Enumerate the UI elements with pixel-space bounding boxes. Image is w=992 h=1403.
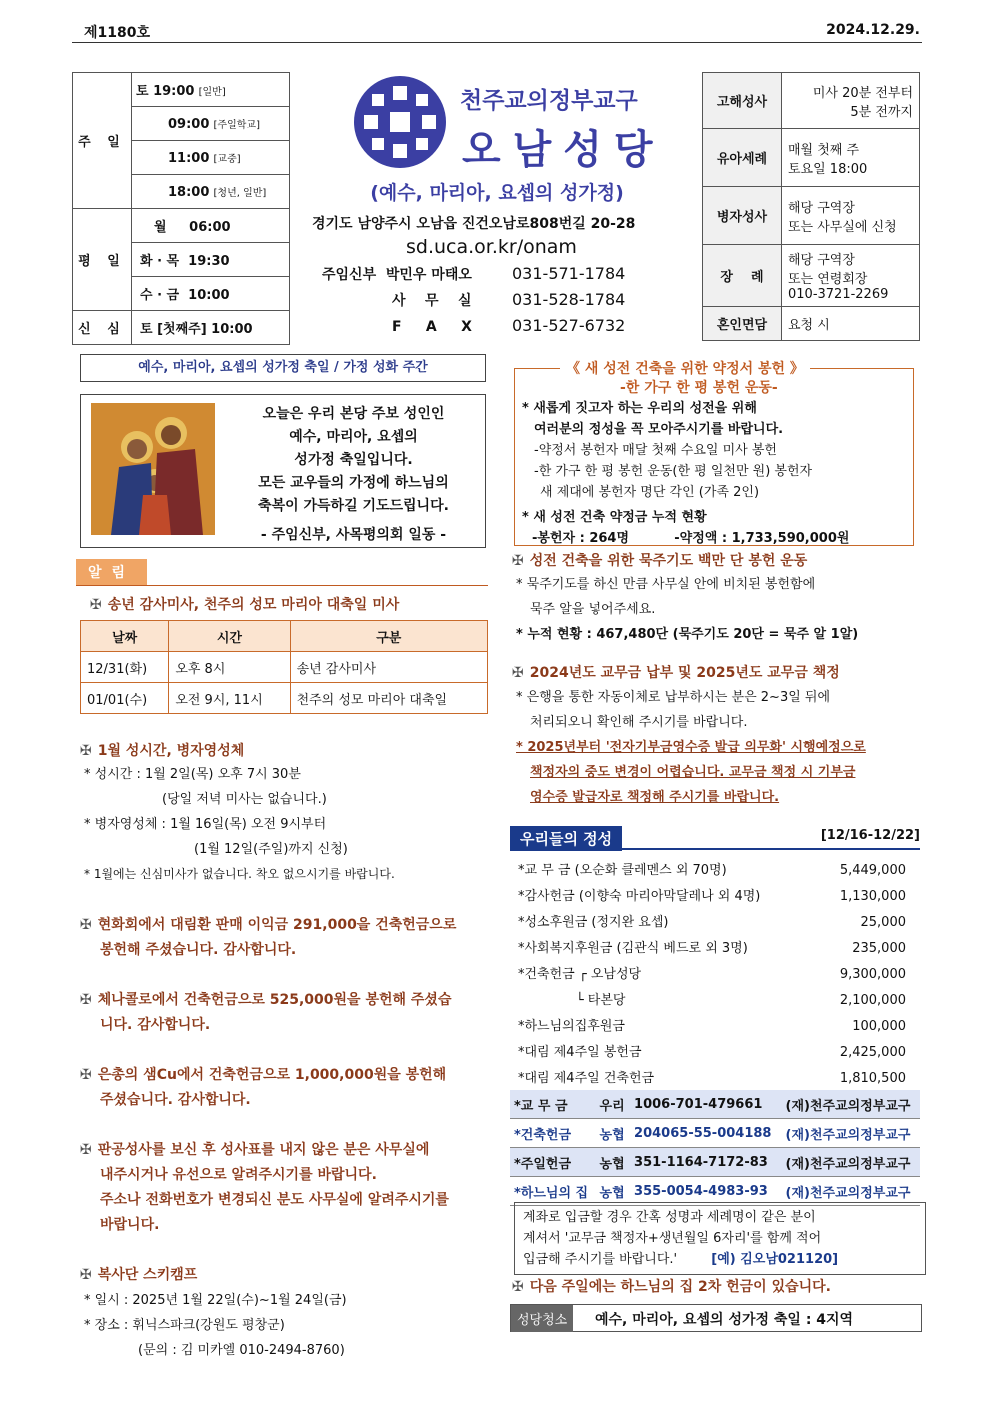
mass-time: 11:00 [교중]: [132, 141, 290, 175]
notice-body: * 일시 : 2025년 1월 22일(수)~1월 24일(금) * 장소 : 휘닉스파크(강원도 평창군) (문의 : 김 미카엘 010-2494-8760): [84, 1293, 347, 1358]
offering-row: *대림 제4주일 건축헌금 1,810,500: [518, 1071, 906, 1086]
notice-heading: ✠ 은총의 샘Cu에서 건축헌금으로 1,000,000원을 봉헌해 주셨습니다. 감사합니다.: [80, 1067, 447, 1108]
contact-fax: F A X 031-527-6732: [392, 316, 626, 335]
notice-heading: ✠ 복사단 스키캠프: [80, 1267, 198, 1283]
cross-icon: ✠: [80, 743, 92, 759]
building-body: * 새롭게 짓고자 하는 우리의 성전을 위해 여러분의 정성을 꼭 모아주시기를 바랍니다. -약정서 봉헌자 매달 첫째 수요일 미사 봉헌 -한 가구 한 평 봉헌 운동(한 평 일천만 원) 봉헌자 새 제대에 봉헌자 명단 각인 (가족 2인) * 새 성전 건축 약정금 누적 현황 -봉헌자 : 264명 -약정액 : 1,733,590,000원: [522, 401, 850, 546]
offering-row: *대림 제4주일 봉헌금 2,425,000: [518, 1045, 906, 1060]
offering-row: *교 무 금 (오순화 클레멘스 외 70명) 5,449,000: [518, 863, 906, 878]
year-end-mass-table: 날짜 시간 구분 12/31(화) 오후 8시 송년 감사미사 01/01(수) 오전 9시, 11시 천주의 성모 마리아 대축일: [80, 620, 488, 714]
holy-family-icon: [91, 403, 215, 535]
website: sd.uca.or.kr/onam: [406, 236, 577, 258]
offering-period: [12/16-12/22]: [820, 828, 920, 843]
cross-icon: ✠: [80, 1267, 92, 1283]
building-title: 《 새 성전 건축을 위한 약정서 봉헌 》: [560, 358, 810, 378]
offering-tag: 우리들의 정성: [510, 826, 622, 851]
devotion-label: 신 심: [73, 311, 132, 345]
cleaning-tag: 성당청소: [511, 1305, 573, 1332]
feast-banner: 예수, 마리아, 요셉의 성가정 축일 / 가정 성화 주간: [80, 354, 486, 382]
offering-row: *성소후원금 (정지완 요셉) 25,000: [518, 915, 906, 930]
offering-row: *사회복지후원금 (김관식 베드로 외 3명) 235,000: [518, 941, 906, 956]
offering-row: └ 타본당 2,100,000: [518, 993, 906, 1008]
contact-office: 사 무 실 031-528-1784: [392, 290, 626, 309]
mass-time: 토 19:00 [일반]: [132, 73, 290, 107]
church-name: 오남성당: [462, 127, 665, 173]
cross-icon: ✠: [80, 992, 92, 1008]
cross-icon: ✠: [512, 665, 524, 681]
mass-time: 화 · 목 19:30: [132, 243, 290, 277]
building-subtitle: -한 가구 한 평 봉헌 운동-: [620, 380, 778, 396]
notice-body: * 성시간 : 1월 2일(목) 오후 7시 30분 (당일 저녁 미사는 없습니다.) * 병자영성체 : 1월 16일(목) 오전 9시부터 (1월 12일(주일)까지 신청) * 1월에는 신심미사가 없습니다. 착오 없으시기를 바랍니다.: [84, 767, 395, 881]
notice-heading: ✠ 현화회에서 대림환 판매 이익금 291,000을 건축헌금으로 봉헌해 주셨습니다. 감사합니다.: [80, 917, 457, 958]
parish-logo-icon: [352, 74, 448, 170]
rosary-heading: ✠ 성전 건축을 위한 묵주기도 백만 단 봉헌 운동: [512, 553, 808, 569]
greeting-text: 오늘은 우리 본당 주보 성인인 예수, 마리아, 요셉의 성가정 축일입니다. 모든 교우들의 가정에 하느님의 축복이 가득하길 기도드립니다. - 주임신부, 사목평의회 일동 -: [258, 406, 449, 543]
notice-tag: 알림: [76, 559, 147, 585]
notice-heading: ✠ 체나콜로에서 건축헌금으로 525,000원을 봉헌해 주셨습 니다. 감사합니다.: [80, 992, 452, 1033]
notice-heading: ✠ 1월 성시간, 병자영성체: [80, 743, 245, 759]
dues-body: * 은행을 통한 자동이체로 납부하시는 분은 2~3일 뒤에 처리되오니 확인해 주시기를 바랍니다. * 2025년부터 '전자기부금영수증 발급 의무화' 시행예정으로 책정자의 중도 변경이 어렵습니다. 교무금 책정 시 기부금 영수증 발급자로 책정해 주시기를 바랍니다.: [516, 690, 866, 805]
cross-icon: ✠: [90, 597, 102, 613]
bank-accounts-table: *교 무 금 우리 1006-701-479661 (재)천주교의정부교구 *건축헌금 농협 204065-55-004188 (재)천주교의정부교구 *주일헌금 농협 351-1164-7172-83 (재)천주교의정부교구 *하느님의 집 농협 355-0054-4983-93 (재)천주교의정부교구: [510, 1090, 920, 1206]
mass-time: 18:00 [청년, 일반]: [132, 175, 290, 209]
address: 경기도 남양주시 오남읍 진건오남로808번길 20-28: [312, 216, 636, 232]
issue-number: 제1180호: [84, 25, 151, 41]
mass-time: 09:00 [주일학교]: [132, 107, 290, 141]
sunday-label: 주 일: [73, 73, 132, 209]
mass-time: 수 · 금 10:00: [132, 277, 290, 311]
sacraments-table: 고해성사 미사 20분 전부터 5분 전까지 유아세례 매월 첫째 주 토요일 18:00 병자성사 해당 구역장 또는 사무실에 신청 장 례 해당 구역장 또는 연령회장 010-3721-2269 혼인면담 요청 시: [702, 72, 920, 341]
mass-time: 월 06:00: [132, 209, 290, 243]
notice-divider: [76, 585, 488, 586]
issue-date: 2024.12.29.: [826, 22, 920, 38]
cross-icon: ✠: [512, 553, 524, 569]
cross-icon: ✠: [512, 1279, 524, 1295]
cross-icon: ✠: [80, 917, 92, 933]
offering-row: *하느님의집후원금 100,000: [518, 1019, 906, 1034]
mass-schedule-table: [72, 72, 290, 345]
rosary-body: * 묵주기도를 하신 만큼 사무실 안에 비치된 봉헌함에 묵주 알을 넣어주세요. * 누적 현황 : 467,480단 (묵주기도 20단 = 묵주 알 1알): [516, 577, 859, 642]
contact-pastor: 주임신부 박민우 마태오 031-571-1784: [322, 264, 626, 283]
diocese-name: 천주교의정부교구: [460, 88, 638, 114]
cleaning-text: 예수, 마리아, 요셉의 성가정 축일 : 4지역: [595, 1312, 854, 1328]
next-week-notice: ✠ 다음 주일에는 하느님의 집 2차 헌금이 있습니다.: [512, 1279, 831, 1295]
offering-row: *감사헌금 (이향숙 마리아막달레나 외 4명) 1,130,000: [518, 889, 906, 904]
cross-icon: ✠: [80, 1067, 92, 1083]
offering-list: [518, 858, 906, 1092]
cleaning-box: [510, 1304, 922, 1332]
notice-heading: ✠ 판공성사를 보신 후 성사표를 내지 않은 분은 사무실에 내주시거나 유선으로 알려주시기를 바랍니다. 주소나 전화번호가 변경되신 분도 사무실에 알려주시기를 바랍니다.: [80, 1142, 449, 1233]
offering-header: [510, 826, 920, 850]
feast-subtitle: (예수, 마리아, 요셉의 성가정): [370, 182, 624, 204]
greeting-box: [80, 394, 486, 548]
cross-icon: ✠: [80, 1142, 92, 1158]
header-divider: [72, 42, 922, 43]
deposit-note: 계좌로 입금할 경우 간혹 성명과 세례명이 같은 분이 계셔서 '교무금 책정자+생년월일 6자리'를 함께 적어 입금해 주시기를 바랍니다.' [예) 김오남021120]: [514, 1202, 926, 1275]
offering-row: *건축헌금 ┌ 오남성당 9,300,000: [518, 967, 906, 982]
notice-heading: ✠ 송년 감사미사, 천주의 성모 마리아 대축일 미사: [90, 597, 400, 613]
weekday-label: 평 일: [73, 209, 132, 311]
dues-heading: ✠ 2024년도 교무금 납부 및 2025년도 교무금 책정: [512, 665, 840, 681]
mass-time: 토 [첫째주] 10:00: [132, 311, 290, 345]
